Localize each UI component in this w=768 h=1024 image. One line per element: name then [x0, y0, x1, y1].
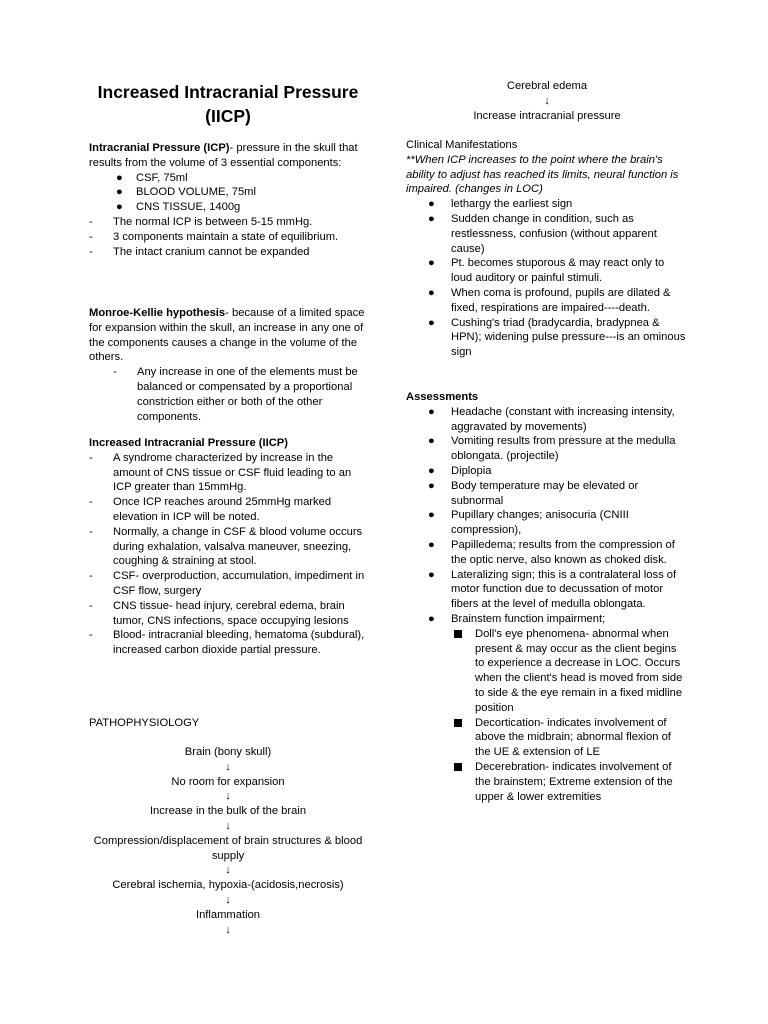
list-item: Decerebration- indicates involvement of the brainstem; Extreme extension of the upper & lower extremities: [451, 760, 688, 804]
list-item: ● Pt. becomes stuporous & may react only to loud auditory or painful stimuli.: [428, 257, 665, 285]
list-item: - Any increase in one of the elements must be balanced or compensated by a proportional constriction either or both of the other components.: [113, 366, 358, 423]
list-item: - The intact cranium cannot be expanded: [89, 245, 310, 258]
icp-notes-list: [89, 215, 367, 259]
monroe-term: Monroe-Kellie hypothesis: [89, 307, 226, 319]
list-item: - 3 components maintain a state of equilibrium.: [89, 230, 339, 243]
iicp-list: [89, 451, 367, 658]
patho-flowchart: [89, 745, 367, 937]
clinical-list: [406, 197, 688, 360]
list-item: ● Pupillary changes; anisocuria (CNIII compression),: [428, 509, 629, 537]
arrow-down-icon: ↓: [225, 923, 231, 936]
list-item: ● Cushing's triad (bradycardia, bradypnea & HPN); widening pulse pressure---is an ominous sign: [428, 316, 686, 359]
square-bullet-icon: [454, 630, 462, 638]
list-item: ● BLOOD VOLUME, 75ml: [116, 186, 256, 199]
icp-components-list: [89, 171, 367, 215]
arrow-down-icon: ↓: [225, 893, 231, 906]
list-item: ● Diplopia: [428, 464, 492, 477]
page-title: Increased Intracranial Pressure (IICP): [97, 82, 359, 126]
patho-heading: PATHOPHYSIOLOGY: [89, 717, 200, 729]
patho-flowchart-continued: [406, 79, 688, 123]
list-item: ● lethargy the earliest sign: [428, 198, 573, 211]
flow-step: Inflammation: [195, 908, 261, 921]
arrow-down-icon: ↓: [225, 819, 231, 832]
monroe-text: - because of a limited space for expansion within the skull, an increase in any one of the components causes a change in the volume of the others.: [89, 307, 365, 364]
brainstem-sub-list: [451, 627, 688, 805]
square-bullet-icon: [454, 719, 462, 727]
clinical-section: [406, 138, 688, 360]
list-item: ● Brainstem function impairment;: [428, 612, 606, 625]
monroe-sub-list: [89, 365, 367, 424]
icp-section: [89, 141, 367, 259]
list-item: ● Headache (constant with increasing intensity, aggravated by movements): [428, 405, 675, 433]
arrow-down-icon: ↓: [225, 864, 231, 877]
flow-step: Increase in the bulk of the brain: [149, 805, 307, 818]
flow-step: Compression/displacement of brain structures & blood supply: [93, 834, 363, 862]
iicp-section: [89, 436, 367, 658]
list-item: - The normal ICP is between 5-15 mmHg.: [89, 215, 313, 228]
list-item: ● CSF, 75ml: [116, 171, 188, 184]
iicp-heading: Increased Intracranial Pressure (IICP): [89, 437, 288, 449]
list-item: ● Vomiting results from pressure at the medulla oblongata. (projectile): [428, 435, 676, 463]
clinical-heading: Clinical Manifestations: [406, 139, 518, 151]
icp-definition: [89, 141, 367, 171]
arrow-down-icon: ↓: [225, 790, 231, 803]
monroe-definition: [89, 306, 367, 365]
flow-step: Cerebral ischemia, hypoxia-(acidosis,necrosis): [112, 879, 344, 892]
list-item: ● Papilledema; results from the compression of the optic nerve, also known as choked disk.: [428, 538, 675, 566]
flow-step: No room for expansion: [171, 775, 285, 788]
list-item: ● CNS TISSUE, 1400g: [116, 201, 241, 214]
assessments-section: [406, 390, 688, 804]
flow-step: Cerebral edema: [506, 80, 588, 92]
assessments-list: [406, 405, 688, 627]
icp-definition-text: - pressure in the skull that results from the volume of 3 essential components:: [89, 142, 358, 169]
list-item: Decorticati​on- indicates involvement of above the midbrain; abnormal flexion of the UE & extension of LE: [451, 716, 688, 760]
arrow-down-icon: ↓: [544, 94, 550, 107]
monroe-section: [89, 306, 367, 424]
list-item: - CNS tissue- head injury, cerebral edema, brain tumor, CNS infections, space occupying lesions: [89, 599, 349, 627]
list-item: ● Body temperature may be elevated or subnormal: [428, 479, 639, 507]
icp-term: Intracranial Pressure (ICP): [89, 142, 230, 154]
flow-step: Increase intracranial pressure: [473, 109, 621, 122]
list-item: Doll's eye phenomena- abnormal when present & may occur as the client begins to experience a decrease in LOC. Occurs when the client's head is moved from side to side & the eye remain in a fixed midline position: [451, 627, 688, 716]
square-bullet-icon: [454, 763, 462, 771]
assessments-heading: Assessments: [406, 391, 479, 403]
list-item: - CSF- overproduction, accumulation, impediment in CSF flow, surgery: [89, 570, 365, 597]
list-item: - Blood- intracranial bleeding, hematoma (subdural), increased carbon dioxide partial pressure.: [89, 629, 365, 657]
list-item: - Normally, a change in CSF & blood volume occurs during exhalation, valsalva maneuver, sneezing, coughing & straining at stool.: [89, 525, 363, 568]
clinical-note: **When ICP increases to the point where the brain's ability to adjust has reached its limits, neural function is impaired. (changes in LOC): [406, 153, 679, 196]
list-item: ● When coma is profound, pupils are dilated & fixed, respirations are impaired----death.: [428, 286, 671, 314]
flow-step: Brain (bony skull): [184, 746, 272, 758]
list-item: ● Lateralizing sign; this is a contralateral loss of motor function due to decussation of motor fibers at the level of medulla oblongata.: [428, 568, 677, 611]
list-item: - A syndrome characterized by increase in the amount of CNS tissue or CSF fluid leading to an ICP greater than 15mmHg.: [89, 451, 352, 494]
list-item: ● Sudden change in condition, such as restlessness, confusion (without apparent cause): [428, 212, 657, 255]
arrow-down-icon: ↓: [225, 760, 231, 773]
list-item: - Once ICP reaches around 25mmHg marked elevation in ICP will be noted.: [89, 496, 332, 523]
